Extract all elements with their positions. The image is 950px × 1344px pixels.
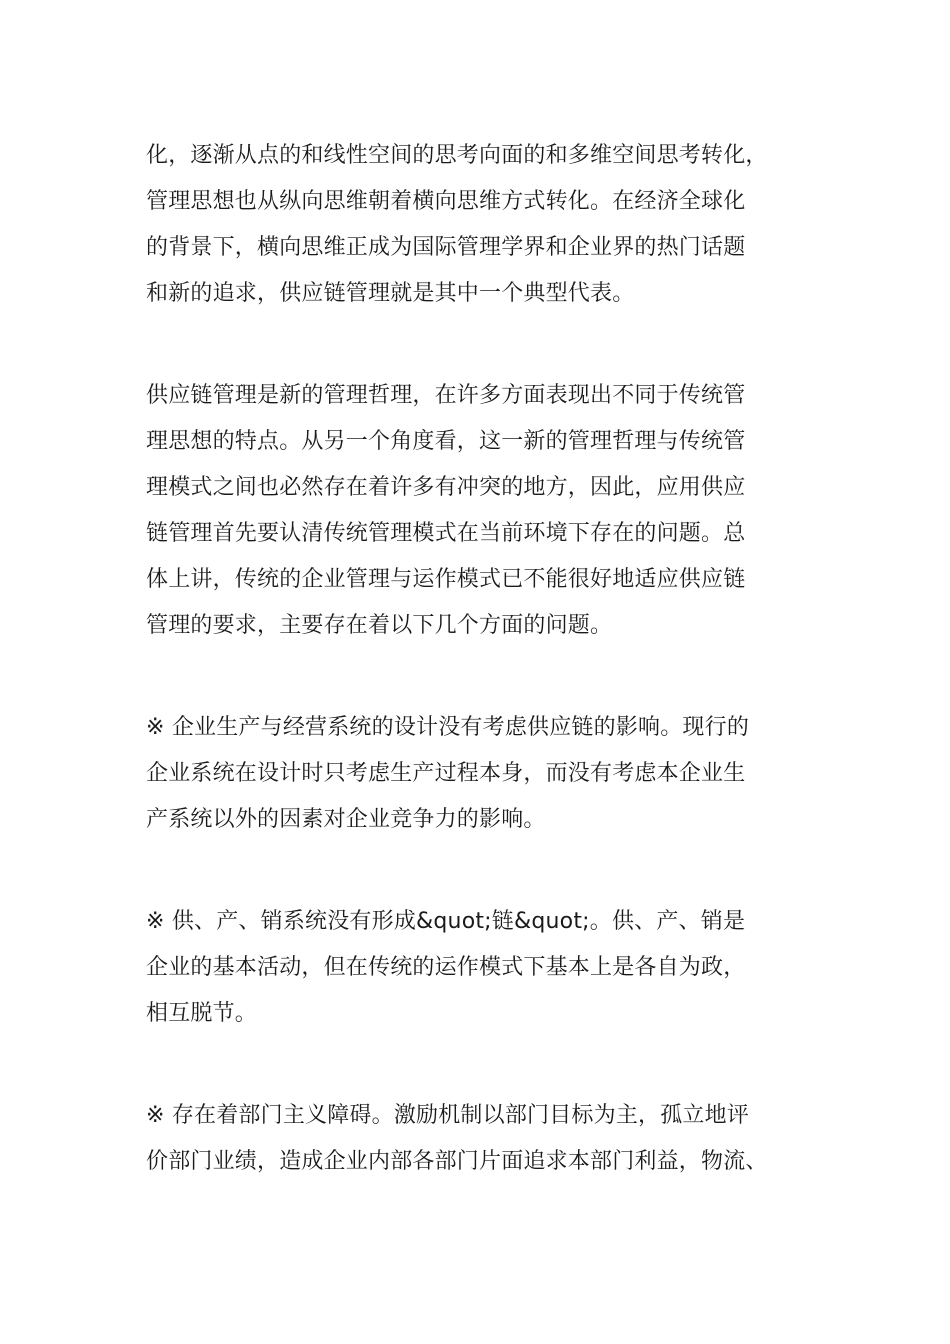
text-line: 链管理首先要认清传统管理模式在当前环境下存在的问题。总 bbox=[146, 521, 746, 546]
text-line: 价部门业绩，造成企业内部各部门片面追求本部门利益，物流、 bbox=[146, 1149, 768, 1174]
text-line: 相互脱节。 bbox=[146, 1001, 258, 1026]
text-line: 的背景下，横向思维正成为国际管理学界和企业界的热门话题 bbox=[146, 235, 746, 260]
text-line: 化，逐渐从点的和线性空间的思考向面的和多维空间思考转化， bbox=[146, 143, 768, 168]
text-line: 企业系统在设计时只考虑生产过程本身，而没有考虑本企业生 bbox=[146, 761, 746, 786]
body-text bbox=[146, 133, 818, 1235]
paragraph-issue-departmentalism bbox=[146, 1093, 818, 1185]
text-line: 体上讲，传统的企业管理与运作模式已不能很好地适应供应链 bbox=[146, 567, 746, 592]
paragraph-issue-system-design bbox=[146, 705, 818, 843]
paragraph-supply-chain-philosophy bbox=[146, 373, 818, 649]
text-line: 管理的要求，主要存在着以下几个方面的问题。 bbox=[146, 613, 613, 638]
text-line: 理模式之间也必然存在着许多有冲突的地方，因此，应用供应 bbox=[146, 475, 746, 500]
text-line: 企业的基本活动，但在传统的运作模式下基本上是各自为政， bbox=[146, 955, 746, 980]
text-line: ※ 企业生产与经营系统的设计没有考虑供应链的影响。现行的 bbox=[146, 715, 750, 740]
text-line: 供应链管理是新的管理哲理，在许多方面表现出不同于传统管 bbox=[146, 383, 746, 408]
paragraph-globalization bbox=[146, 133, 818, 317]
text-line: ※ 供、产、销系统没有形成&quot;链&quot;。供、产、销是 bbox=[146, 909, 746, 934]
text-line: 产系统以外的因素对企业竞争力的影响。 bbox=[146, 807, 546, 832]
paragraph-issue-chain bbox=[146, 899, 818, 1037]
text-line: ※ 存在着部门主义障碍。激励机制以部门目标为主，孤立地评 bbox=[146, 1103, 750, 1128]
text-line: 管理思想也从纵向思维朝着横向思维方式转化。在经济全球化 bbox=[146, 189, 746, 214]
text-line: 和新的追求，供应链管理就是其中一个典型代表。 bbox=[146, 281, 635, 306]
text-line: 理思想的特点。从另一个角度看，这一新的管理哲理与传统管 bbox=[146, 429, 746, 454]
